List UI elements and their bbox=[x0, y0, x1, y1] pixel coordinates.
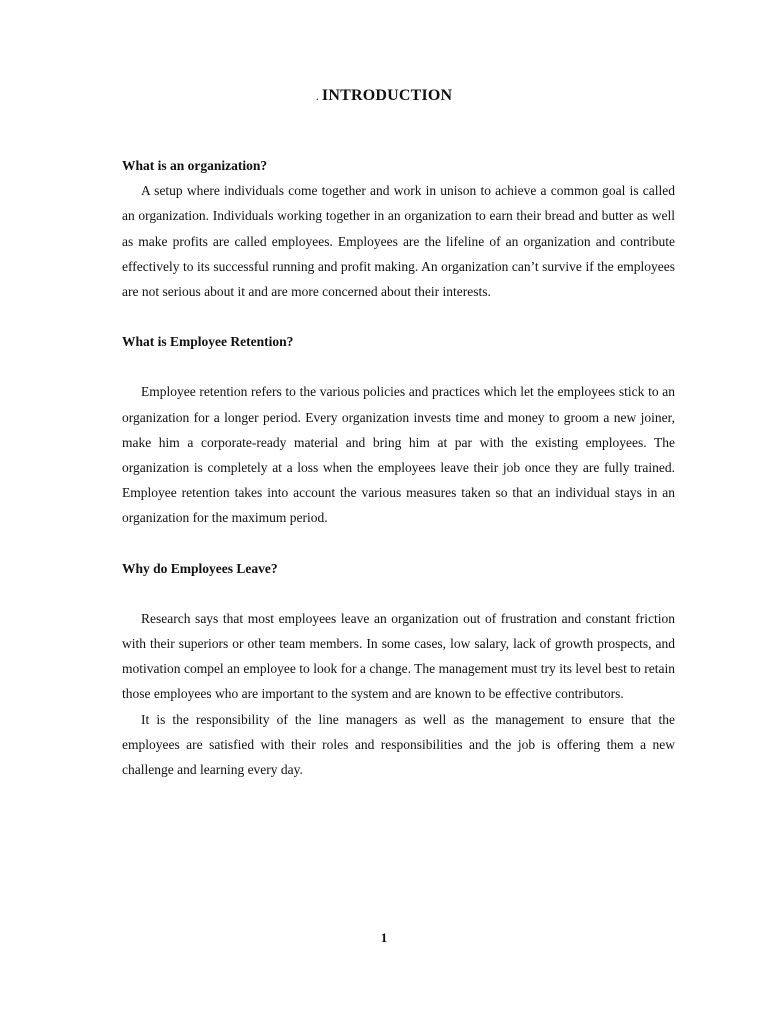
title-text: INTRODUCTION bbox=[321, 87, 453, 104]
spacer bbox=[122, 581, 675, 606]
spacer bbox=[122, 304, 675, 329]
spacer bbox=[122, 531, 675, 556]
page-number: 1 bbox=[380, 930, 388, 945]
paragraph-why-leave-1: Research says that most employees leave an organization out of frustration and constant friction with their superiors or other team members. In some cases, low salary, lack of growth prospects, and motivation compel an employee to look for a change. The management must try its level best to retain those employees who are important to the system and are known to be effective contributors. bbox=[122, 610, 675, 702]
spacer bbox=[122, 354, 675, 379]
document-body bbox=[122, 153, 675, 782]
section-heading-organization: What is an organization? bbox=[122, 158, 268, 173]
section-heading-why-employees-leave: Why do Employees Leave? bbox=[122, 560, 278, 576]
paragraph-organization: A setup where individuals come together and work in unison to achieve a common goal is called an organization. Individuals working together in an organization to earn their bread and butter as well as make profits are called employees. Employees are the lifeline of an organization and contribute effectively to its successful running and profit making. An organization can’t survive if the employees are not serious about it and are more concerned about their interests. bbox=[122, 183, 675, 300]
paragraph-why-leave-2: It is the responsibility of the line managers as well as the management to ensure that the employees are satisfied with their roles and responsibilities and the job is offering them a new challenge and learning every day. bbox=[122, 711, 675, 778]
page-title bbox=[0, 87, 768, 105]
title-prefix-dot: . bbox=[315, 89, 319, 103]
section-heading-employee-retention: What is Employee Retention? bbox=[122, 334, 294, 350]
paragraph-employee-retention: Employee retention refers to the various policies and practices which let the employees stick to an organization for a longer period. Every organization invests time and money to groom a new joiner, make him a corporate-ready material and bring him at par with the existing employees. The organization is completely at a loss when the employees leave their job once they are fully trained. Employee retention takes into account the various measures taken so that an individual stays in an organization for the maximum period. bbox=[122, 384, 675, 526]
